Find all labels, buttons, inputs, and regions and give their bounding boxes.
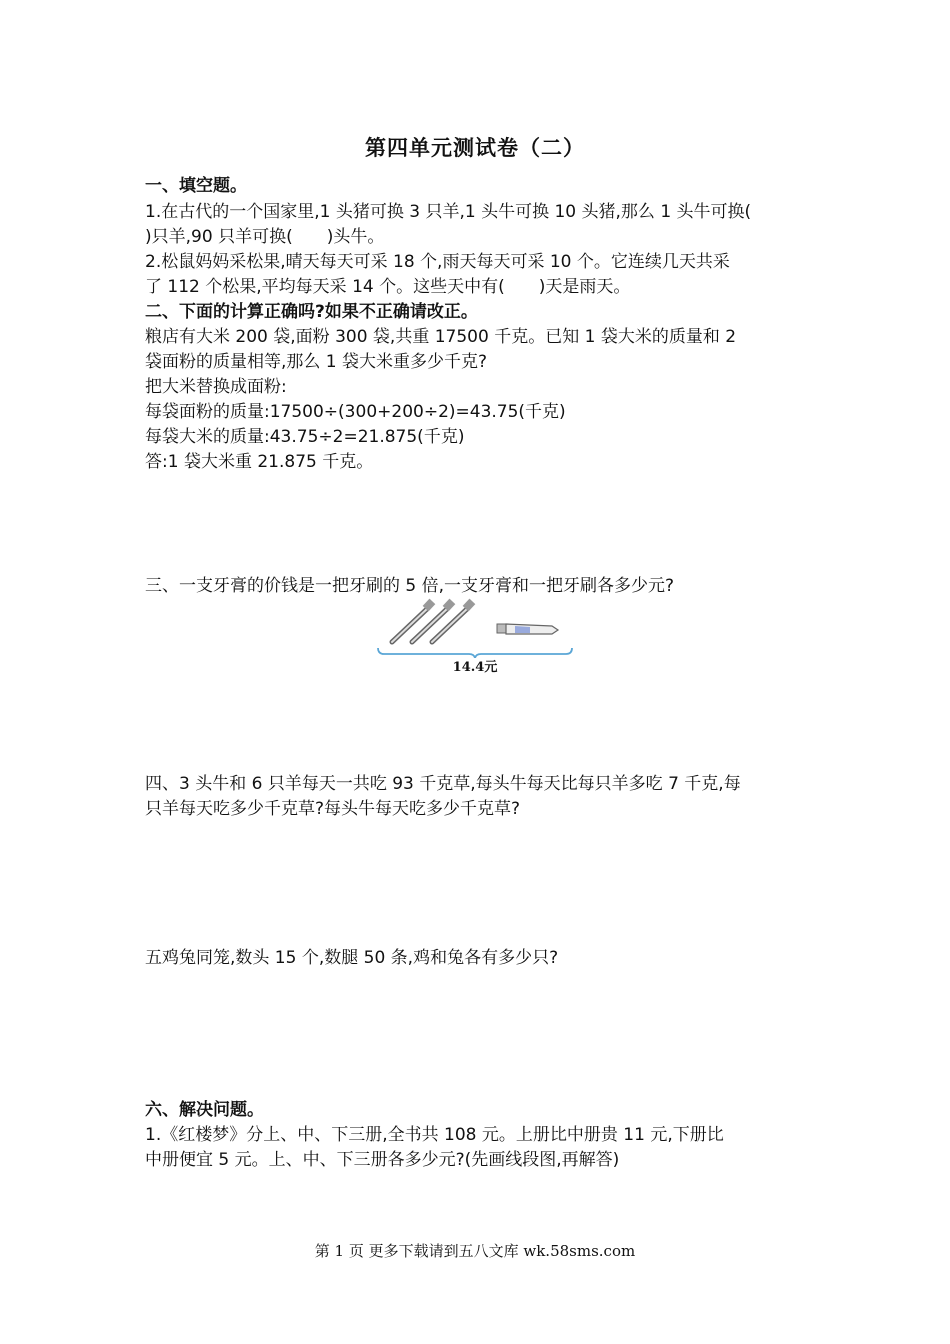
section-3-question: 三、一支牙膏的价钱是一把牙刷的 5 倍,一支牙膏和一把牙刷各多少元? [145,576,675,596]
question-2-line-2: 了 112 个松果,平均每天采 14 个。这些天中有( )天是雨天。 [145,277,631,297]
section-2-line-4: 每袋面粉的质量:17500÷(300+200÷2)=43.75(千克) [145,402,566,422]
section-2-line-2: 袋面粉的质量相等,那么 1 袋大米重多少千克? [145,352,488,372]
section-6-line-2: 中册便宜 5 元。上、中、下三册各多少元?(先画线段图,再解答) [145,1150,620,1170]
section-6-heading: 六、解决问题。 [145,1100,264,1120]
price-label: 14.4元 [452,660,498,675]
section-5-question: 五鸡兔同笼,数头 15 个,数腿 50 条,鸡和兔各有多少只? [145,948,559,968]
question-1-line-1: 1.在古代的一个国家里,1 头猪可换 3 只羊,1 头牛可换 10 头猪,那么 1 头牛可换( [145,202,752,222]
section-1-heading: 一、填空题。 [145,176,247,196]
section-2-line-1: 粮店有大米 200 袋,面粉 300 袋,共重 17500 千克。已知 1 袋大米的质量和 2 [145,327,737,347]
toothbrush-toothpaste-illustration [370,596,580,658]
toothbrush-icon [392,599,435,642]
question-2-line-1: 2.松鼠妈妈采松果,晴天每天可采 18 个,雨天每天可采 10 个。它连续几天共采 [145,252,730,272]
section-4-line-2: 只羊每天吃多少千克草?每头牛每天吃多少千克草? [145,799,521,819]
section-4-line-1: 四、3 头牛和 6 只羊每天一共吃 93 千克草,每头牛每天比每只羊多吃 7 千克,每 [145,774,741,794]
section-2-line-5: 每袋大米的质量:43.75÷2=21.875(千克) [145,427,465,447]
section-2-line-3: 把大米替换成面粉: [145,377,287,397]
page-title: 第四单元测试卷（二） [365,135,585,160]
page-footer: 第 1 页 更多下载请到五八文库 wk.58sms.com [314,1242,636,1260]
section-2-line-6: 答:1 袋大米重 21.875 千克。 [145,452,374,472]
section-2-heading: 二、下面的计算正确吗?如果不正确请改正。 [145,302,478,322]
question-1-line-2: )只羊,90 只羊可换( )头牛。 [145,227,385,247]
toothbrush-toothpaste-figure [370,596,580,678]
toothpaste-icon [497,624,558,634]
section-6-line-1: 1.《红楼梦》分上、中、下三册,全书共 108 元。上册比中册贵 11 元,下册比 [145,1125,724,1145]
